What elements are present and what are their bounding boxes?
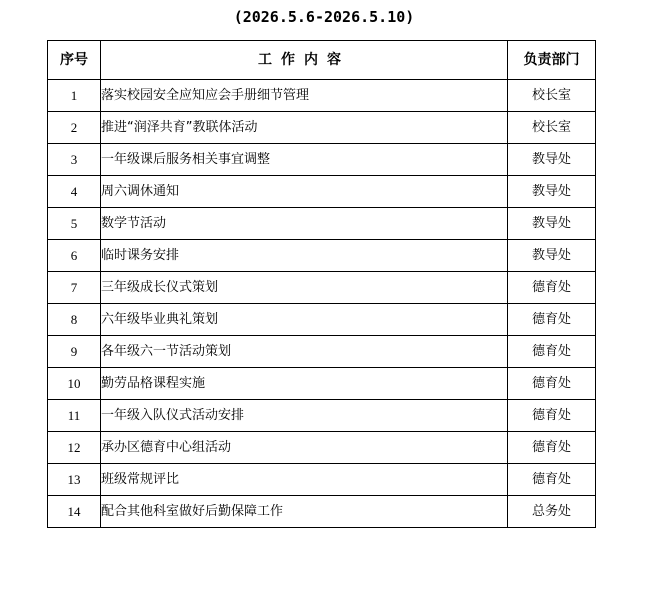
table-row — [48, 432, 596, 464]
row-content: 配合其他科室做好后勤保障工作 — [101, 496, 508, 528]
row-content: 临时课务安排 — [101, 240, 508, 272]
row-dept: 德育处 — [508, 464, 596, 496]
table-row — [48, 496, 596, 528]
table-row — [48, 400, 596, 432]
row-no: 5 — [48, 208, 101, 240]
row-content: 承办区德育中心组活动 — [101, 432, 508, 464]
row-content: 一年级入队仪式活动安排 — [101, 400, 508, 432]
header-dept: 负责部门 — [508, 41, 596, 80]
row-content: 三年级成长仪式策划 — [101, 272, 508, 304]
row-no: 10 — [48, 368, 101, 400]
table-header — [48, 41, 596, 80]
row-dept: 教导处 — [508, 176, 596, 208]
table-row — [48, 208, 596, 240]
row-content: 落实校园安全应知应会手册细节管理 — [101, 80, 508, 112]
row-no: 9 — [48, 336, 101, 368]
row-content: 周六调休通知 — [101, 176, 508, 208]
row-no: 8 — [48, 304, 101, 336]
row-dept: 德育处 — [508, 368, 596, 400]
row-no: 14 — [48, 496, 101, 528]
row-dept: 校长室 — [508, 112, 596, 144]
row-dept: 德育处 — [508, 272, 596, 304]
row-content: 勤劳品格课程实施 — [101, 368, 508, 400]
row-dept: 教导处 — [508, 208, 596, 240]
row-content: 数学节活动 — [101, 208, 508, 240]
row-dept: 教导处 — [508, 144, 596, 176]
row-no: 1 — [48, 80, 101, 112]
row-content: 一年级课后服务相关事宜调整 — [101, 144, 508, 176]
table-row — [48, 176, 596, 208]
table-row — [48, 272, 596, 304]
table-row — [48, 80, 596, 112]
work-schedule-table — [47, 40, 596, 528]
table-row — [48, 368, 596, 400]
table-body — [48, 80, 596, 528]
row-dept: 德育处 — [508, 400, 596, 432]
row-no: 11 — [48, 400, 101, 432]
table-row — [48, 304, 596, 336]
row-content: 推进“润泽共育”教联体活动 — [101, 112, 508, 144]
table-row — [48, 144, 596, 176]
row-dept: 德育处 — [508, 336, 596, 368]
row-no: 2 — [48, 112, 101, 144]
table-row — [48, 464, 596, 496]
row-no: 12 — [48, 432, 101, 464]
page-title: (2026.5.6-2026.5.10) — [233, 8, 415, 26]
row-content: 各年级六一节活动策划 — [101, 336, 508, 368]
row-no: 7 — [48, 272, 101, 304]
row-no: 3 — [48, 144, 101, 176]
row-no: 6 — [48, 240, 101, 272]
row-no: 13 — [48, 464, 101, 496]
table-row — [48, 240, 596, 272]
header-no: 序号 — [48, 41, 101, 80]
header-row — [48, 41, 596, 80]
row-content: 班级常规评比 — [101, 464, 508, 496]
row-content: 六年级毕业典礼策划 — [101, 304, 508, 336]
row-dept: 校长室 — [508, 80, 596, 112]
row-no: 4 — [48, 176, 101, 208]
row-dept: 德育处 — [508, 304, 596, 336]
row-dept: 教导处 — [508, 240, 596, 272]
header-content: 工作内容 — [101, 41, 508, 80]
table-row — [48, 112, 596, 144]
row-dept: 德育处 — [508, 432, 596, 464]
table-row — [48, 336, 596, 368]
row-dept: 总务处 — [508, 496, 596, 528]
